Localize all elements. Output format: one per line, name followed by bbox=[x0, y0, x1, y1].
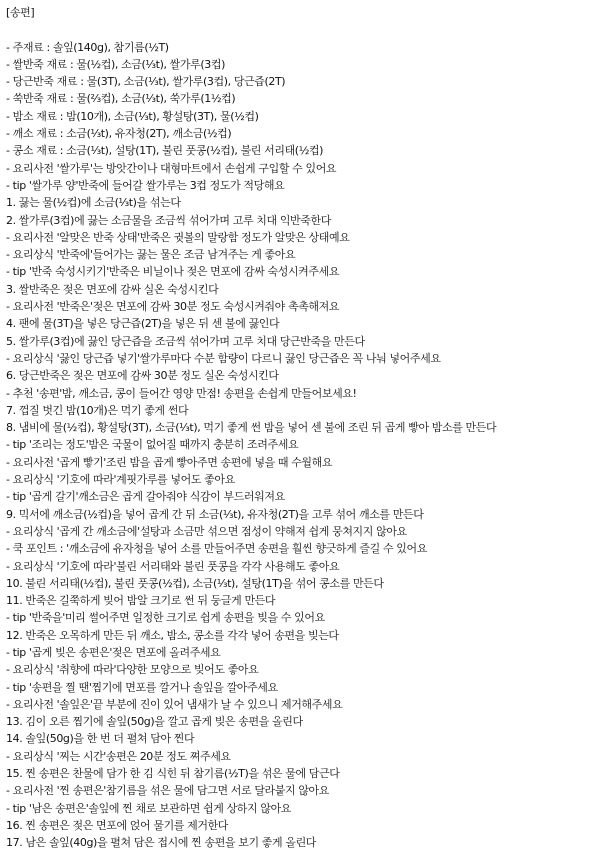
recipe-line: - tip '남은 송편은'솔잎에 찐 채로 보관하면 쉽게 상하지 않아요 bbox=[6, 801, 292, 815]
recipe-line: 7. 껍질 벗긴 밤(10개)은 먹기 좋게 썬다 bbox=[6, 403, 189, 417]
recipe-line: 10. 불린 서리태(½컵), 불린 풋콩(½컵), 소금(⅓t), 설탕(1T)을 섞어 콩소를 만든다 bbox=[6, 576, 384, 590]
recipe-line: - 요리상식 '끓인 당근즙 넣기'쌀가루마다 수분 함량이 다르니 끓인 당근즙은 꼭 나눠 넣어주세요 bbox=[6, 351, 441, 365]
recipe-line: - 요리상식 '기호에 따라'불린 서리태와 불린 풋콩을 각각 사용해도 좋아요 bbox=[6, 559, 340, 573]
recipe-line: - 요리상식 '기호에 따라'계핏가루를 넣어도 좋아요 bbox=[6, 473, 235, 487]
recipe-line: - 요리상식 '취향에 따라'다양한 모양으로 빚어도 좋아요 bbox=[6, 663, 259, 677]
recipe-line: - tip '조리는 정도'밤은 국물이 없어질 때까지 충분히 조려주세요 bbox=[6, 438, 299, 452]
recipe-line: 17. 남은 솔잎(40g)을 펼쳐 담은 접시에 찐 송편을 보기 좋게 올린다 bbox=[6, 836, 317, 850]
recipe-line: 2. 쌀가루(3컵)에 끓는 소금물을 조금씩 섞어가며 고루 치대 익반죽한다 bbox=[6, 213, 331, 227]
recipe-line: 13. 김이 오른 찜기에 솔잎(50g)을 깔고 곱게 빚은 송편을 올린다 bbox=[6, 715, 303, 729]
recipe-line: 14. 솔잎(50g)을 한 번 더 펼쳐 담아 찐다 bbox=[6, 732, 195, 746]
recipe-line: - tip '송편을 찔 땐'찜기에 면포를 깔거나 솔잎을 깔아주세요 bbox=[6, 680, 278, 694]
recipe-line: - 요리상식 '반죽에'들어가는 끓는 물은 조금 남겨주는 게 좋아요 bbox=[6, 248, 296, 262]
recipe-line: - 콩소 재료 : 소금(⅓t), 설탕(1T), 불린 풋콩(½컵), 불린 서리태(½컵) bbox=[6, 144, 324, 158]
recipe-line: - 요리상식 '찌는 시간'송편은 20분 정도 쪄주세요 bbox=[6, 749, 231, 763]
recipe-line: - 쌀반죽 재료 : 물(½컵), 소금(⅓t), 쌀가루(3컵) bbox=[6, 57, 225, 71]
recipe-line: - tip '곱게 갈기'깨소금은 곱게 갈아줘야 식감이 부드러워져요 bbox=[6, 490, 285, 504]
recipe-line: - 요리사전 '찐 송편은'참기름을 섞은 물에 담그면 서로 달라붙지 않아요 bbox=[6, 784, 330, 798]
recipe-line: - 쑥반죽 재료 : 물(⅔컵), 소금(⅓t), 쑥가루(1½컵) bbox=[6, 92, 236, 106]
recipe-line: 3. 쌀반죽은 젖은 면포에 감싸 실온 숙성시킨다 bbox=[6, 282, 219, 296]
recipe-line: - 요리사전 '곱게 빻기'조린 밤을 곱게 빻아주면 송편에 넣을 때 수월해요 bbox=[6, 455, 333, 469]
recipe-line: - 주재료 : 솔잎(140g), 참기름(½T) bbox=[6, 40, 169, 54]
recipe-line: - 쿡 포인트 : '깨소금에 유자청을 넣어 소를 만들어주면 송편을 훨씬 향긋하게 즐길 수 있어요 bbox=[6, 542, 427, 556]
recipe-line: - tip '반죽을'미리 썰어주면 일정한 크기로 쉽게 송편을 빚을 수 있어요 bbox=[6, 611, 325, 625]
recipe-line: 15. 찐 송편은 찬물에 담가 한 김 식힌 뒤 참기름(½T)을 섞은 물에 담근다 bbox=[6, 767, 340, 781]
recipe-line: - 밤소 재료 : 밤(10개), 소금(⅓t), 황설탕(3T), 물(½컵) bbox=[6, 109, 259, 123]
recipe-line: - tip '쌀가루 양'반죽에 들어갈 쌀가루는 3컵 정도가 적당해요 bbox=[6, 178, 285, 192]
recipe-line: 16. 찐 송편은 젖은 면포에 얹어 물기를 제거한다 bbox=[6, 818, 229, 832]
recipe-line: - 요리사전 '솔잎은'끝 부분에 진이 있어 냄새가 날 수 있으니 제거해주세요 bbox=[6, 697, 343, 711]
recipe-line: 12. 반죽은 오목하게 만든 뒤 깨소, 밤소, 콩소를 각각 넣어 송편을 빚는다 bbox=[6, 628, 339, 642]
recipe-line: 5. 쌀가루(3컵)에 끓인 당근즙을 조금씩 섞어가며 고루 치대 당근반죽을 만든다 bbox=[6, 334, 365, 348]
recipe-line: - 요리상식 '곱게 간 깨소금에'설탕과 소금만 섞으면 점성이 약해져 쉽게 뭉쳐지지 않아요 bbox=[6, 524, 407, 538]
recipe-line: - 요리사전 '알맞은 반죽 상태'반죽은 귓볼의 말랑함 정도가 알맞은 상태예요 bbox=[6, 230, 350, 244]
recipe-line: 6. 당근반죽은 젖은 면포에 감싸 30분 정도 실온 숙성시킨다 bbox=[6, 369, 279, 383]
recipe-line: 9. 믹서에 깨소금(½컵)을 넣어 곱게 간 뒤 소금(⅓t), 유자청(2T)을 고루 섞어 깨소를 만든다 bbox=[6, 507, 424, 521]
recipe-lines bbox=[6, 39, 605, 852]
recipe-line: 8. 냄비에 물(½컵), 황설탕(3T), 소금(⅓t), 먹기 좋게 썬 밤을 넣어 센 불에 조린 뒤 곱게 빻아 밤소를 만든다 bbox=[6, 421, 497, 435]
recipe-line: - tip '곱게 빚은 송편은'젖은 면포에 올려주세요 bbox=[6, 645, 221, 659]
recipe-line: - 깨소 재료 : 소금(⅓t), 유자청(2T), 깨소금(½컵) bbox=[6, 127, 232, 141]
recipe-title: [송편] bbox=[6, 6, 35, 19]
recipe-line: - tip '반죽 숙성시키기'반죽은 비닐이나 젖은 면포에 감싸 숙성시켜주세요 bbox=[6, 265, 340, 279]
recipe-line: - 요리사전 '쌀가루'는 방앗간이나 대형마트에서 손쉽게 구입할 수 있어요 bbox=[6, 161, 337, 175]
recipe-line: - 당근반죽 재료 : 물(3T), 소금(⅓t), 쌀가루(3컵), 당근즙(2T) bbox=[6, 75, 286, 89]
blank-line bbox=[6, 21, 605, 38]
recipe-line: - 요리사전 '반죽은'젖은 면포에 감싸 30분 정도 숙성시켜줘야 촉촉해져요 bbox=[6, 300, 340, 314]
recipe-line: - 추천 '송편'밤, 깨소금, 콩이 들어간 영양 만점! 송편을 손쉽게 만들어보세요! bbox=[6, 386, 357, 400]
recipe-line: 1. 끓는 물(½컵)에 소금(⅓t)을 섞는다 bbox=[6, 196, 181, 210]
recipe-line: 4. 팬에 물(3T)을 넣은 당근즙(2T)을 넣은 뒤 센 불에 끓인다 bbox=[6, 317, 280, 331]
recipe-line: 11. 반죽은 길쭉하게 빚어 밤알 크기로 썬 뒤 둥글게 만든다 bbox=[6, 594, 276, 608]
